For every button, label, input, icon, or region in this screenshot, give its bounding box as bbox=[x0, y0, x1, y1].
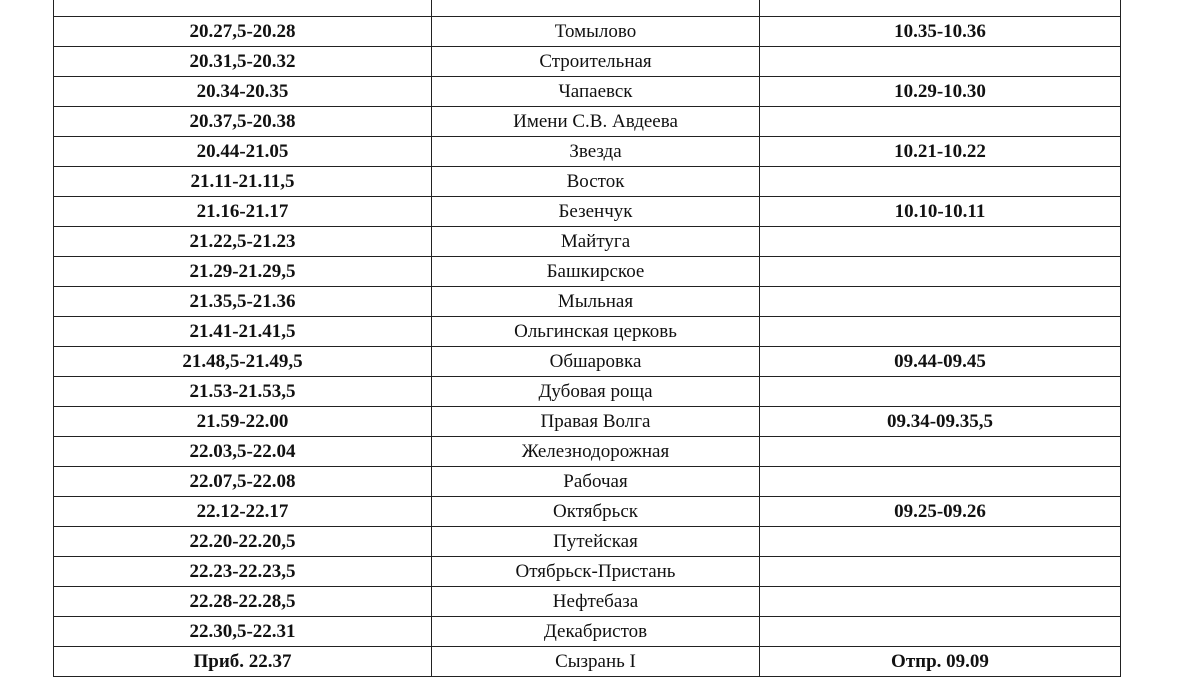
stop-name-cell: Рабочая bbox=[432, 467, 760, 497]
table-row bbox=[54, 167, 1121, 197]
departure-time-cell: 20.27,5-20.28 bbox=[54, 17, 432, 47]
departure-time-cell: 22.23-22.23,5 bbox=[54, 557, 432, 587]
table-row bbox=[54, 0, 1121, 17]
stop-name-cell: Майтуга bbox=[432, 227, 760, 257]
schedule-page bbox=[53, 0, 1120, 677]
stop-name-cell bbox=[432, 0, 760, 17]
stop-name-cell: Безенчук bbox=[432, 197, 760, 227]
departure-time-cell: 21.53-21.53,5 bbox=[54, 377, 432, 407]
return-time-cell: 09.44-09.45 bbox=[760, 347, 1121, 377]
return-time-cell: 09.25-09.26 bbox=[760, 497, 1121, 527]
departure-time-cell: 21.22,5-21.23 bbox=[54, 227, 432, 257]
return-time-cell bbox=[760, 467, 1121, 497]
return-time-cell bbox=[760, 377, 1121, 407]
table-row bbox=[54, 437, 1121, 467]
return-time-cell bbox=[760, 227, 1121, 257]
departure-time-cell: Приб. 22.37 bbox=[54, 647, 432, 677]
return-time-cell: 10.35-10.36 bbox=[760, 17, 1121, 47]
return-time-cell bbox=[760, 47, 1121, 77]
departure-time-cell: 20.34-20.35 bbox=[54, 77, 432, 107]
return-time-cell: 10.29-10.30 bbox=[760, 77, 1121, 107]
departure-time-cell: 22.07,5-22.08 bbox=[54, 467, 432, 497]
table-row bbox=[54, 47, 1121, 77]
return-time-cell bbox=[760, 0, 1121, 17]
return-time-cell bbox=[760, 527, 1121, 557]
return-time-cell bbox=[760, 557, 1121, 587]
stop-name-cell: Мыльная bbox=[432, 287, 760, 317]
table-row bbox=[54, 347, 1121, 377]
stop-name-cell: Октябрьск bbox=[432, 497, 760, 527]
table-row bbox=[54, 197, 1121, 227]
return-time-cell: 10.10-10.11 bbox=[760, 197, 1121, 227]
stop-name-cell: Путейская bbox=[432, 527, 760, 557]
return-time-cell bbox=[760, 617, 1121, 647]
table-row bbox=[54, 137, 1121, 167]
table-row bbox=[54, 227, 1121, 257]
table-row bbox=[54, 257, 1121, 287]
stop-name-cell: Обшаровка bbox=[432, 347, 760, 377]
table-row bbox=[54, 617, 1121, 647]
table-row bbox=[54, 107, 1121, 137]
departure-time-cell: 22.20-22.20,5 bbox=[54, 527, 432, 557]
table-row bbox=[54, 77, 1121, 107]
table-row bbox=[54, 407, 1121, 437]
departure-time-cell: 21.16-21.17 bbox=[54, 197, 432, 227]
table-row bbox=[54, 467, 1121, 497]
return-time-cell bbox=[760, 437, 1121, 467]
table-row bbox=[54, 647, 1121, 677]
table-row bbox=[54, 317, 1121, 347]
return-time-cell: Отпр. 09.09 bbox=[760, 647, 1121, 677]
return-time-cell: 09.34-09.35,5 bbox=[760, 407, 1121, 437]
stop-name-cell: Сызрань I bbox=[432, 647, 760, 677]
table-row bbox=[54, 527, 1121, 557]
departure-time-cell: 21.41-21.41,5 bbox=[54, 317, 432, 347]
stop-name-cell: Имени С.В. Авдеева bbox=[432, 107, 760, 137]
stop-name-cell: Башкирское bbox=[432, 257, 760, 287]
stop-name-cell: Дубовая роща bbox=[432, 377, 760, 407]
stop-name-cell: Отябрьск-Пристань bbox=[432, 557, 760, 587]
stop-name-cell: Томылово bbox=[432, 17, 760, 47]
departure-time-cell: 22.30,5-22.31 bbox=[54, 617, 432, 647]
schedule-table-body bbox=[54, 0, 1121, 677]
return-time-cell: 10.21-10.22 bbox=[760, 137, 1121, 167]
stop-name-cell: Нефтебаза bbox=[432, 587, 760, 617]
stop-name-cell: Восток bbox=[432, 167, 760, 197]
return-time-cell bbox=[760, 587, 1121, 617]
departure-time-cell: 21.11-21.11,5 bbox=[54, 167, 432, 197]
departure-time-cell: 21.48,5-21.49,5 bbox=[54, 347, 432, 377]
departure-time-cell: 22.03,5-22.04 bbox=[54, 437, 432, 467]
departure-time-cell: 20.31,5-20.32 bbox=[54, 47, 432, 77]
stop-name-cell: Железнодорожная bbox=[432, 437, 760, 467]
return-time-cell bbox=[760, 317, 1121, 347]
return-time-cell bbox=[760, 107, 1121, 137]
table-row bbox=[54, 377, 1121, 407]
return-time-cell bbox=[760, 257, 1121, 287]
departure-time-cell: 22.28-22.28,5 bbox=[54, 587, 432, 617]
table-row bbox=[54, 287, 1121, 317]
table-row bbox=[54, 587, 1121, 617]
stop-name-cell: Ольгинская церковь bbox=[432, 317, 760, 347]
table-row bbox=[54, 17, 1121, 47]
departure-time-cell bbox=[54, 0, 432, 17]
departure-time-cell: 22.12-22.17 bbox=[54, 497, 432, 527]
stop-name-cell: Чапаевск bbox=[432, 77, 760, 107]
schedule-table bbox=[53, 0, 1121, 677]
departure-time-cell: 21.29-21.29,5 bbox=[54, 257, 432, 287]
departure-time-cell: 20.44-21.05 bbox=[54, 137, 432, 167]
table-row bbox=[54, 497, 1121, 527]
departure-time-cell: 21.59-22.00 bbox=[54, 407, 432, 437]
return-time-cell bbox=[760, 167, 1121, 197]
stop-name-cell: Звезда bbox=[432, 137, 760, 167]
departure-time-cell: 21.35,5-21.36 bbox=[54, 287, 432, 317]
departure-time-cell: 20.37,5-20.38 bbox=[54, 107, 432, 137]
stop-name-cell: Правая Волга bbox=[432, 407, 760, 437]
stop-name-cell: Строительная bbox=[432, 47, 760, 77]
return-time-cell bbox=[760, 287, 1121, 317]
stop-name-cell: Декабристов bbox=[432, 617, 760, 647]
table-row bbox=[54, 557, 1121, 587]
